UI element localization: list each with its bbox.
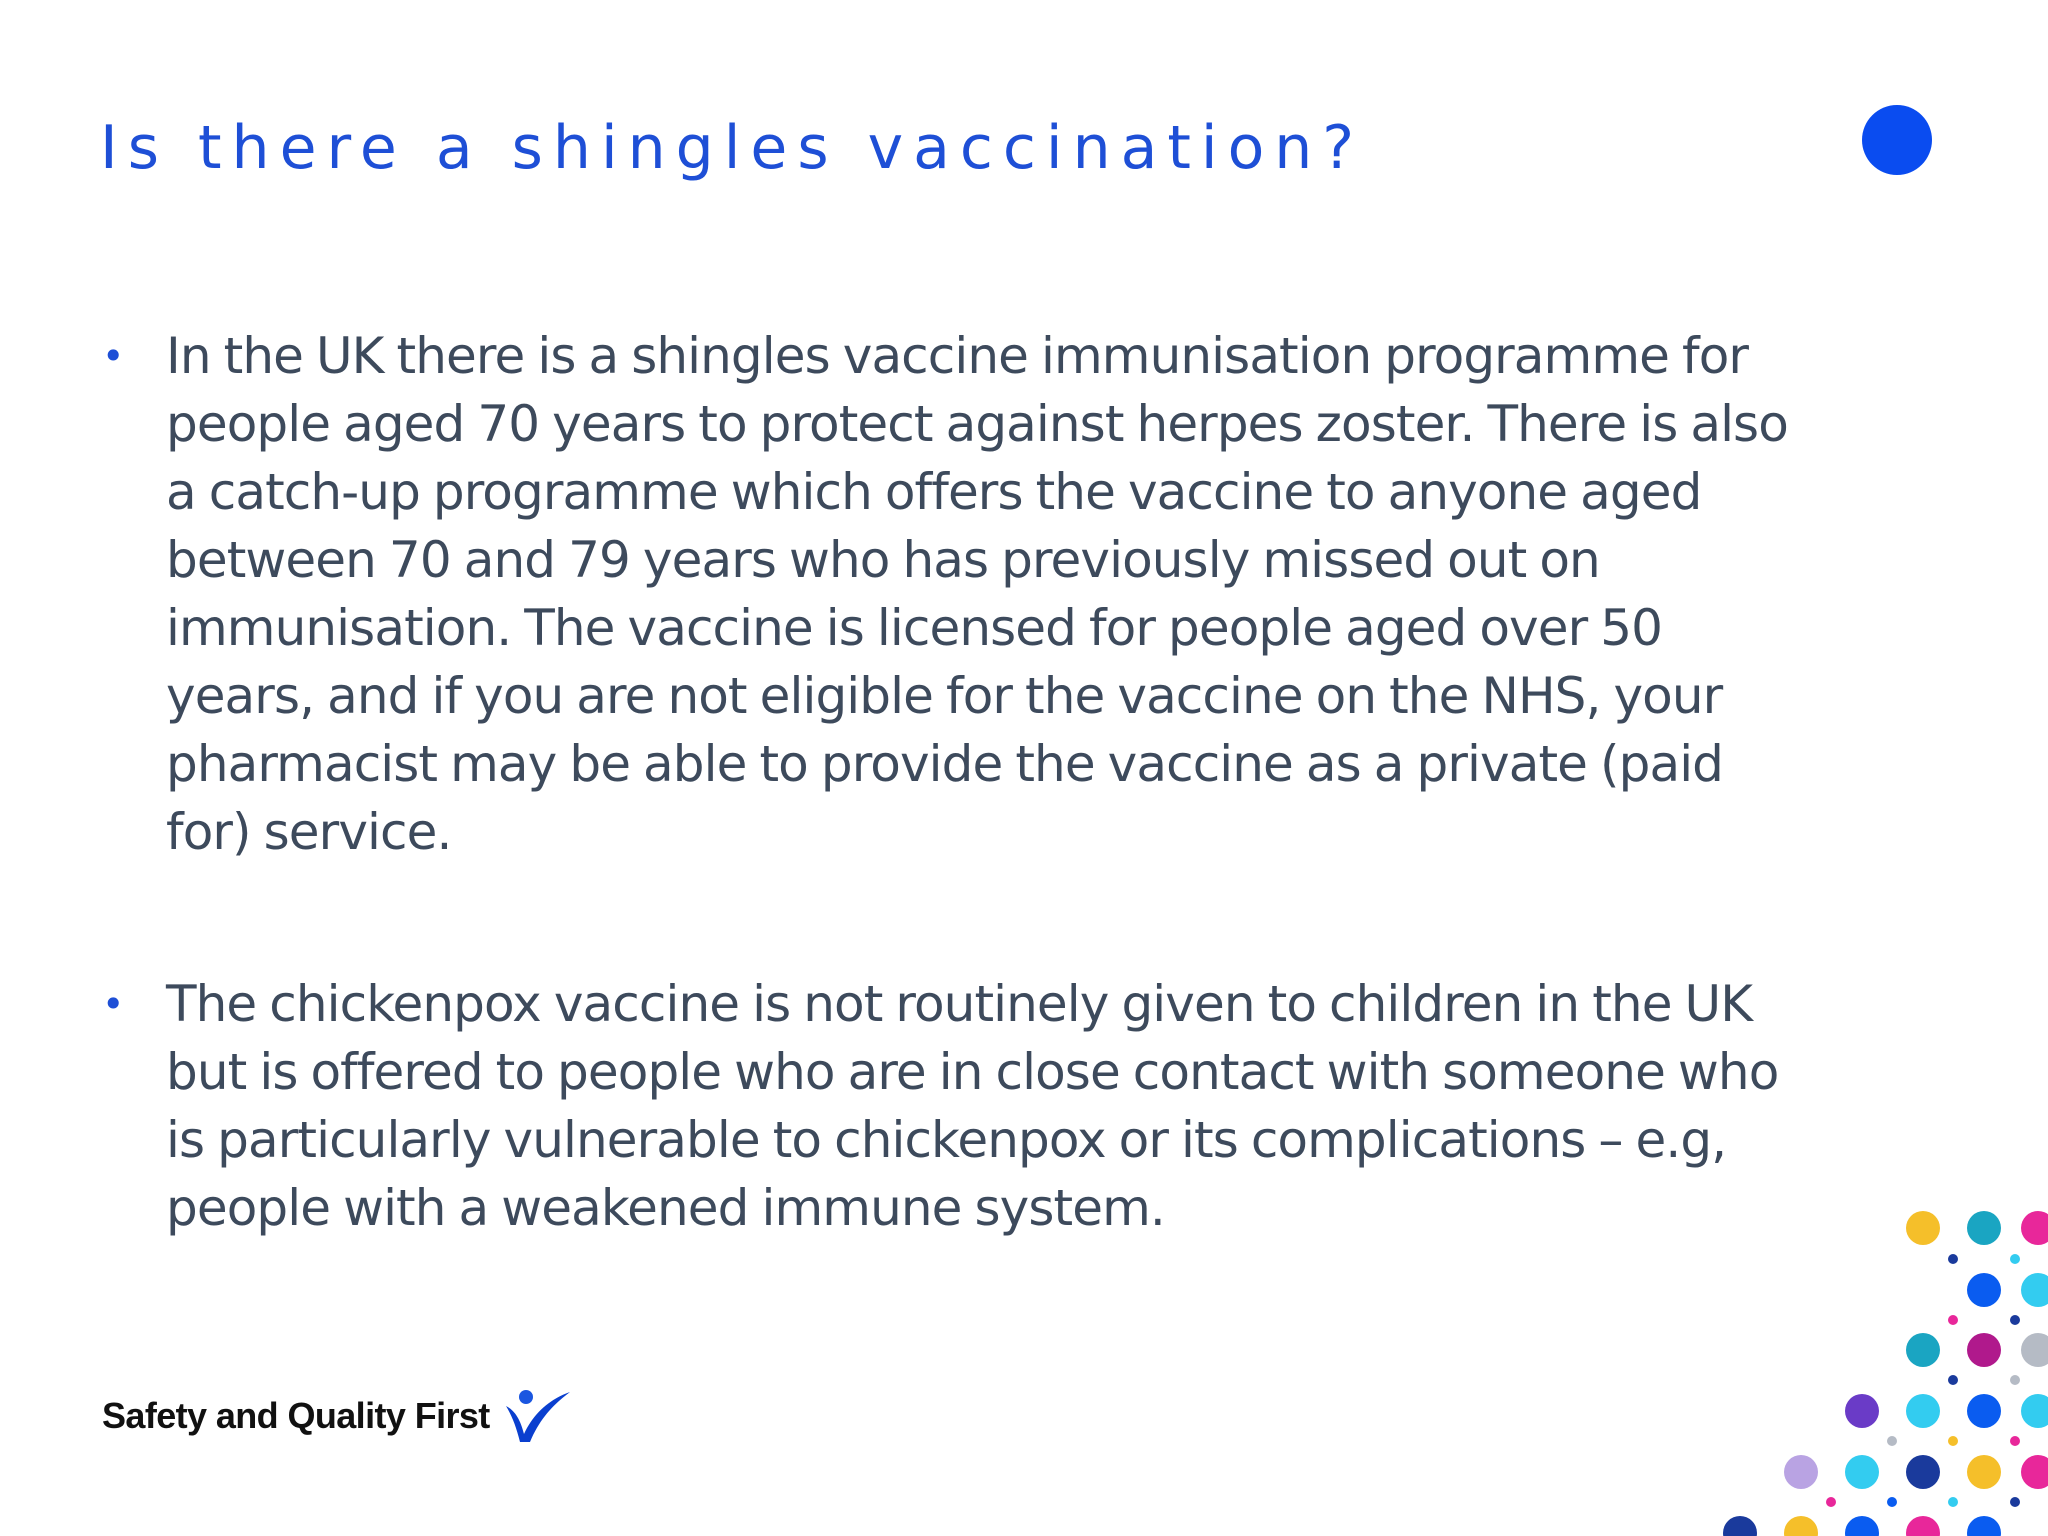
brand-name: Safety and Quality First — [102, 1395, 490, 1436]
decorative-dot — [1967, 1516, 2001, 1536]
decorative-dot — [1948, 1497, 1958, 1507]
decorative-dot — [1967, 1211, 2001, 1245]
decorative-dot — [2010, 1436, 2020, 1446]
decorative-dot — [1845, 1516, 1879, 1536]
bullet-item-chickenpox-vaccine — [100, 970, 1820, 1242]
decorative-dot — [2021, 1273, 2048, 1307]
title-accent-dot — [1862, 105, 1932, 175]
decorative-dot — [1967, 1455, 2001, 1489]
footer-brand-logo — [102, 1388, 574, 1444]
bullet-item-shingles-programme — [100, 322, 1820, 866]
decorative-dot — [2021, 1333, 2048, 1367]
decorative-dot — [1784, 1516, 1818, 1536]
person-check-logo-icon — [504, 1388, 574, 1444]
decorative-dot — [2021, 1211, 2048, 1245]
decorative-dot — [1826, 1497, 1836, 1507]
bullet-text: In the UK there is a shingles vaccine immunisation programme for people aged 70 years to protect against herpes zoster. There is also a catch-up programme which offers the vaccine to anyone aged between 70 and 79 years who has previously missed out on immunisation. The vaccine is licensed for people aged over 50 years, and if you are not eligible for the vaccine on the NHS, your pharmacist may be able to provide the vaccine as a private (paid for) service. — [166, 327, 1788, 861]
decorative-dot — [1887, 1497, 1897, 1507]
decorative-dot — [2010, 1375, 2020, 1385]
decorative-dot — [2010, 1315, 2020, 1325]
decorative-dot — [2010, 1254, 2020, 1264]
decorative-dot — [1967, 1394, 2001, 1428]
bullet-text: The chickenpox vaccine is not routinely given to children in the UK but is offered to people who are in close contact with someone who is particularly vulnerable to chickenpox or its complications – e.g, people with a weakened immune system. — [166, 975, 1779, 1237]
decorative-dot — [1887, 1436, 1897, 1446]
decorative-dot — [1967, 1273, 2001, 1307]
decorative-dot — [1723, 1516, 1757, 1536]
decorative-dot — [1845, 1455, 1879, 1489]
bullet-marker: • — [102, 334, 124, 378]
decorative-dot — [2021, 1394, 2048, 1428]
bullet-marker: • — [102, 982, 124, 1026]
bullet-list — [100, 322, 1820, 1242]
decorative-dot — [1906, 1516, 1940, 1536]
decorative-dot — [2010, 1497, 2020, 1507]
decorative-dot — [1948, 1254, 1958, 1264]
decorative-dot — [1845, 1394, 1879, 1428]
decorative-dot — [1967, 1333, 2001, 1367]
decorative-dot — [1784, 1455, 1818, 1489]
decorative-dot — [1948, 1436, 1958, 1446]
decorative-dot — [1906, 1455, 1940, 1489]
decorative-dot — [1948, 1375, 1958, 1385]
decorative-dot — [1906, 1333, 1940, 1367]
decorative-dot — [1948, 1315, 1958, 1325]
decorative-dot — [1906, 1211, 1940, 1245]
decorative-dot — [1906, 1394, 1940, 1428]
slide-title: Is there a shingles vaccination? — [100, 113, 1365, 183]
decorative-dot — [2021, 1455, 2048, 1489]
